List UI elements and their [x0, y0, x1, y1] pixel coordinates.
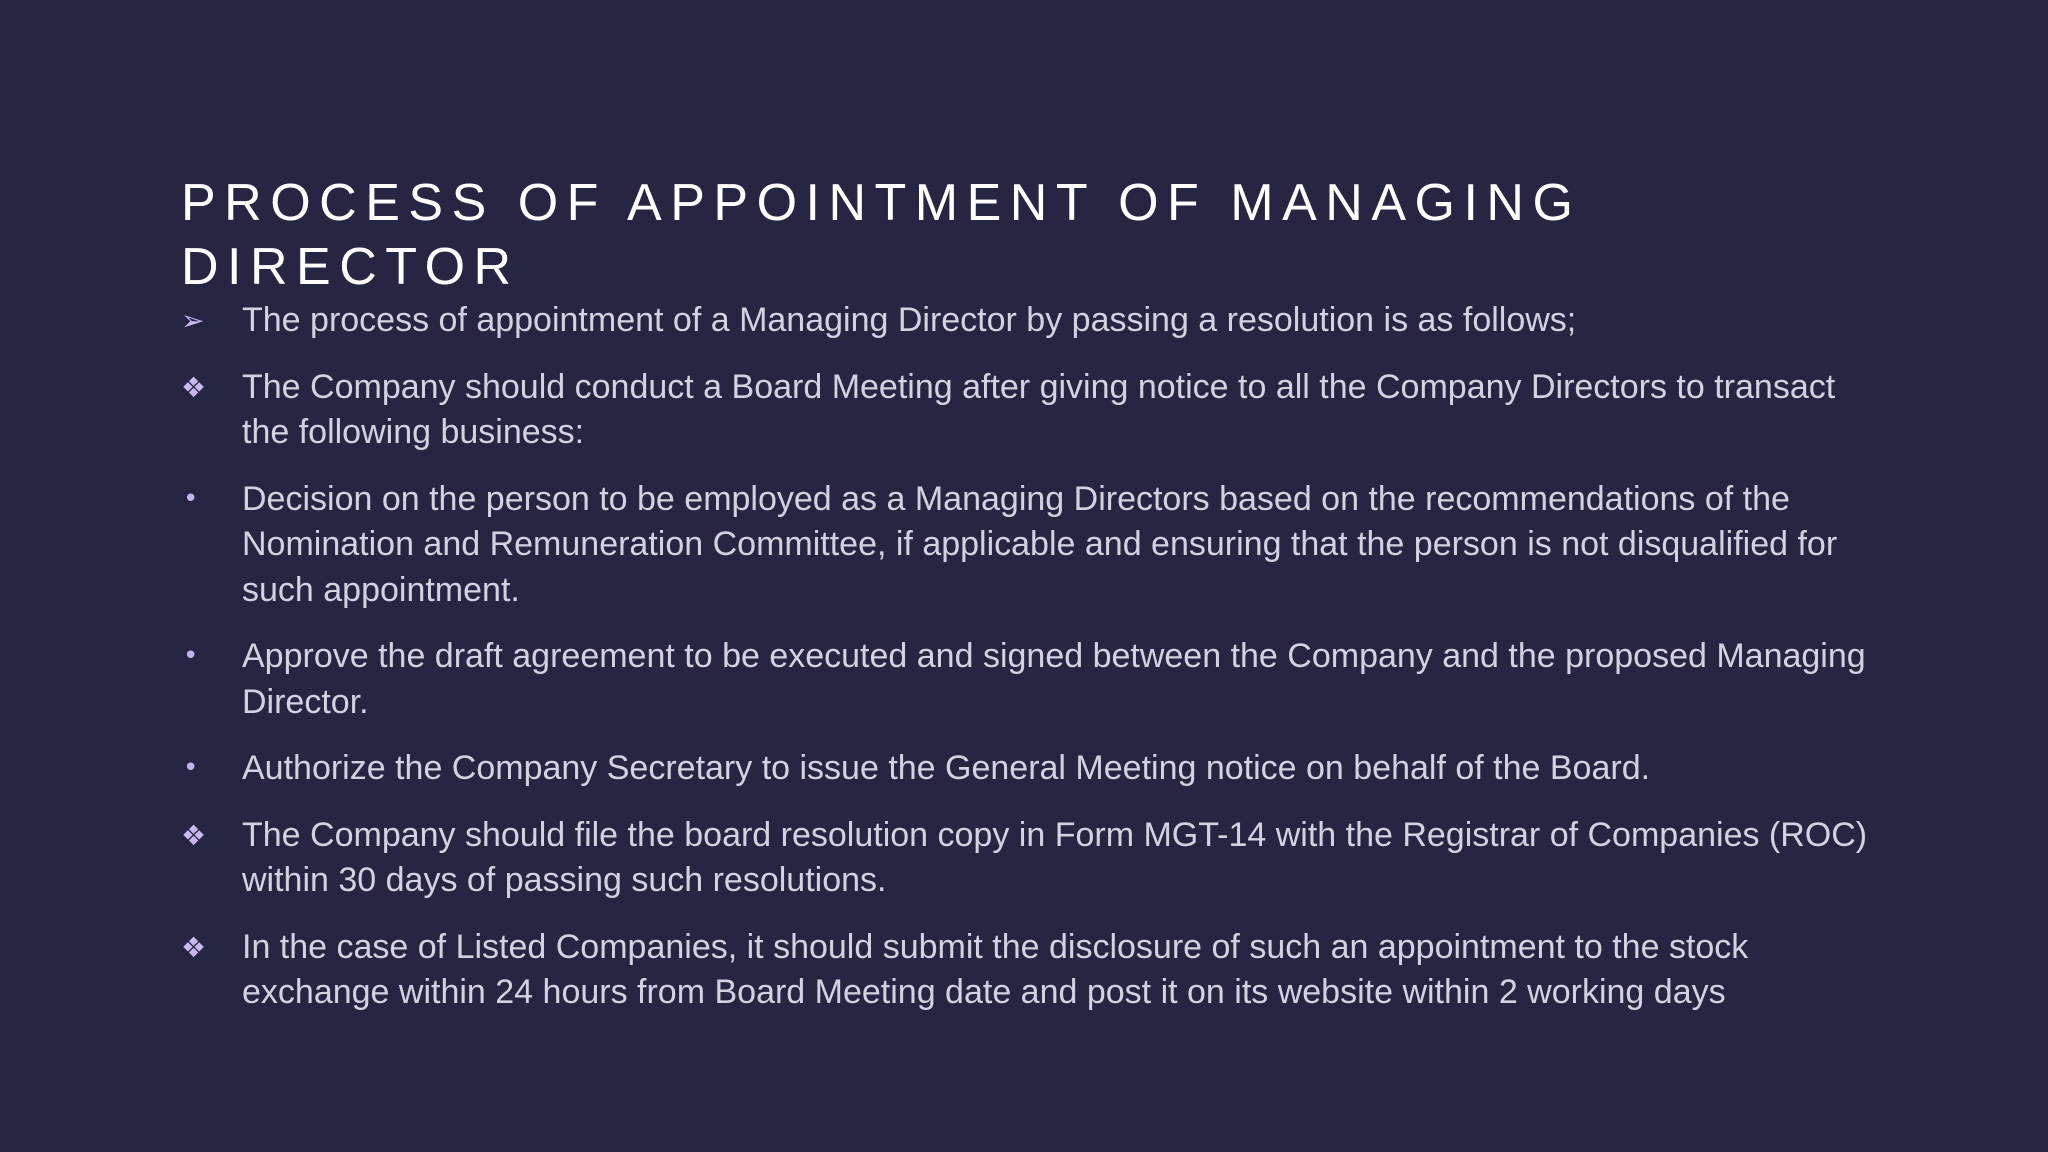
- slide-title: PROCESS OF APPOINTMENT OF MANAGING DIRECTOR: [181, 174, 1582, 296]
- bullet-item-6: [181, 813, 1881, 904]
- bullet-text: Approve the draft agreement to be executed and signed between the Company and the proposed Managing Director.: [242, 637, 1866, 721]
- diamond-bullet-icon: ❖: [181, 370, 207, 404]
- arrow-bullet-icon: ➢: [181, 304, 205, 337]
- bullet-text: The Company should file the board resolution copy in Form MGT-14 with the Registrar of Companies (ROC) within 30 days of passing such resolutions.: [242, 815, 1868, 899]
- bullet-text: Decision on the person to be employed as a Managing Directors based on the recommendations of the Nomination and Remuneration Committee, if applicable and ensuring that the person is not disqualified for such appointment.: [242, 479, 1838, 609]
- bullet-text: The process of appointment of a Managing Director by passing a resolution is as follows;: [242, 301, 1577, 339]
- bullet-item-2: [181, 365, 1881, 456]
- bullet-list: [181, 298, 1881, 1037]
- bullet-item-4: [181, 634, 1881, 725]
- bullet-text: The Company should conduct a Board Meeting after giving notice to all the Company Directors to transact the following business:: [242, 367, 1836, 451]
- bullet-text: Authorize the Company Secretary to issue the General Meeting notice on behalf of the Board.: [242, 749, 1651, 787]
- bullet-item-1: [181, 298, 1881, 344]
- diamond-bullet-icon: ❖: [181, 930, 207, 964]
- bullet-item-3: [181, 477, 1881, 614]
- dot-bullet-icon: •: [183, 641, 199, 671]
- diamond-bullet-icon: ❖: [181, 818, 207, 852]
- bullet-item-5: [181, 746, 1881, 792]
- bullet-text: In the case of Listed Companies, it should submit the disclosure of such an appointment to the stock exchange within 24 hours from Board Meeting date and post it on its website within 2 working days: [242, 927, 1749, 1011]
- dot-bullet-icon: •: [183, 753, 199, 783]
- bullet-item-7: [181, 925, 1881, 1016]
- dot-bullet-icon: •: [183, 483, 199, 514]
